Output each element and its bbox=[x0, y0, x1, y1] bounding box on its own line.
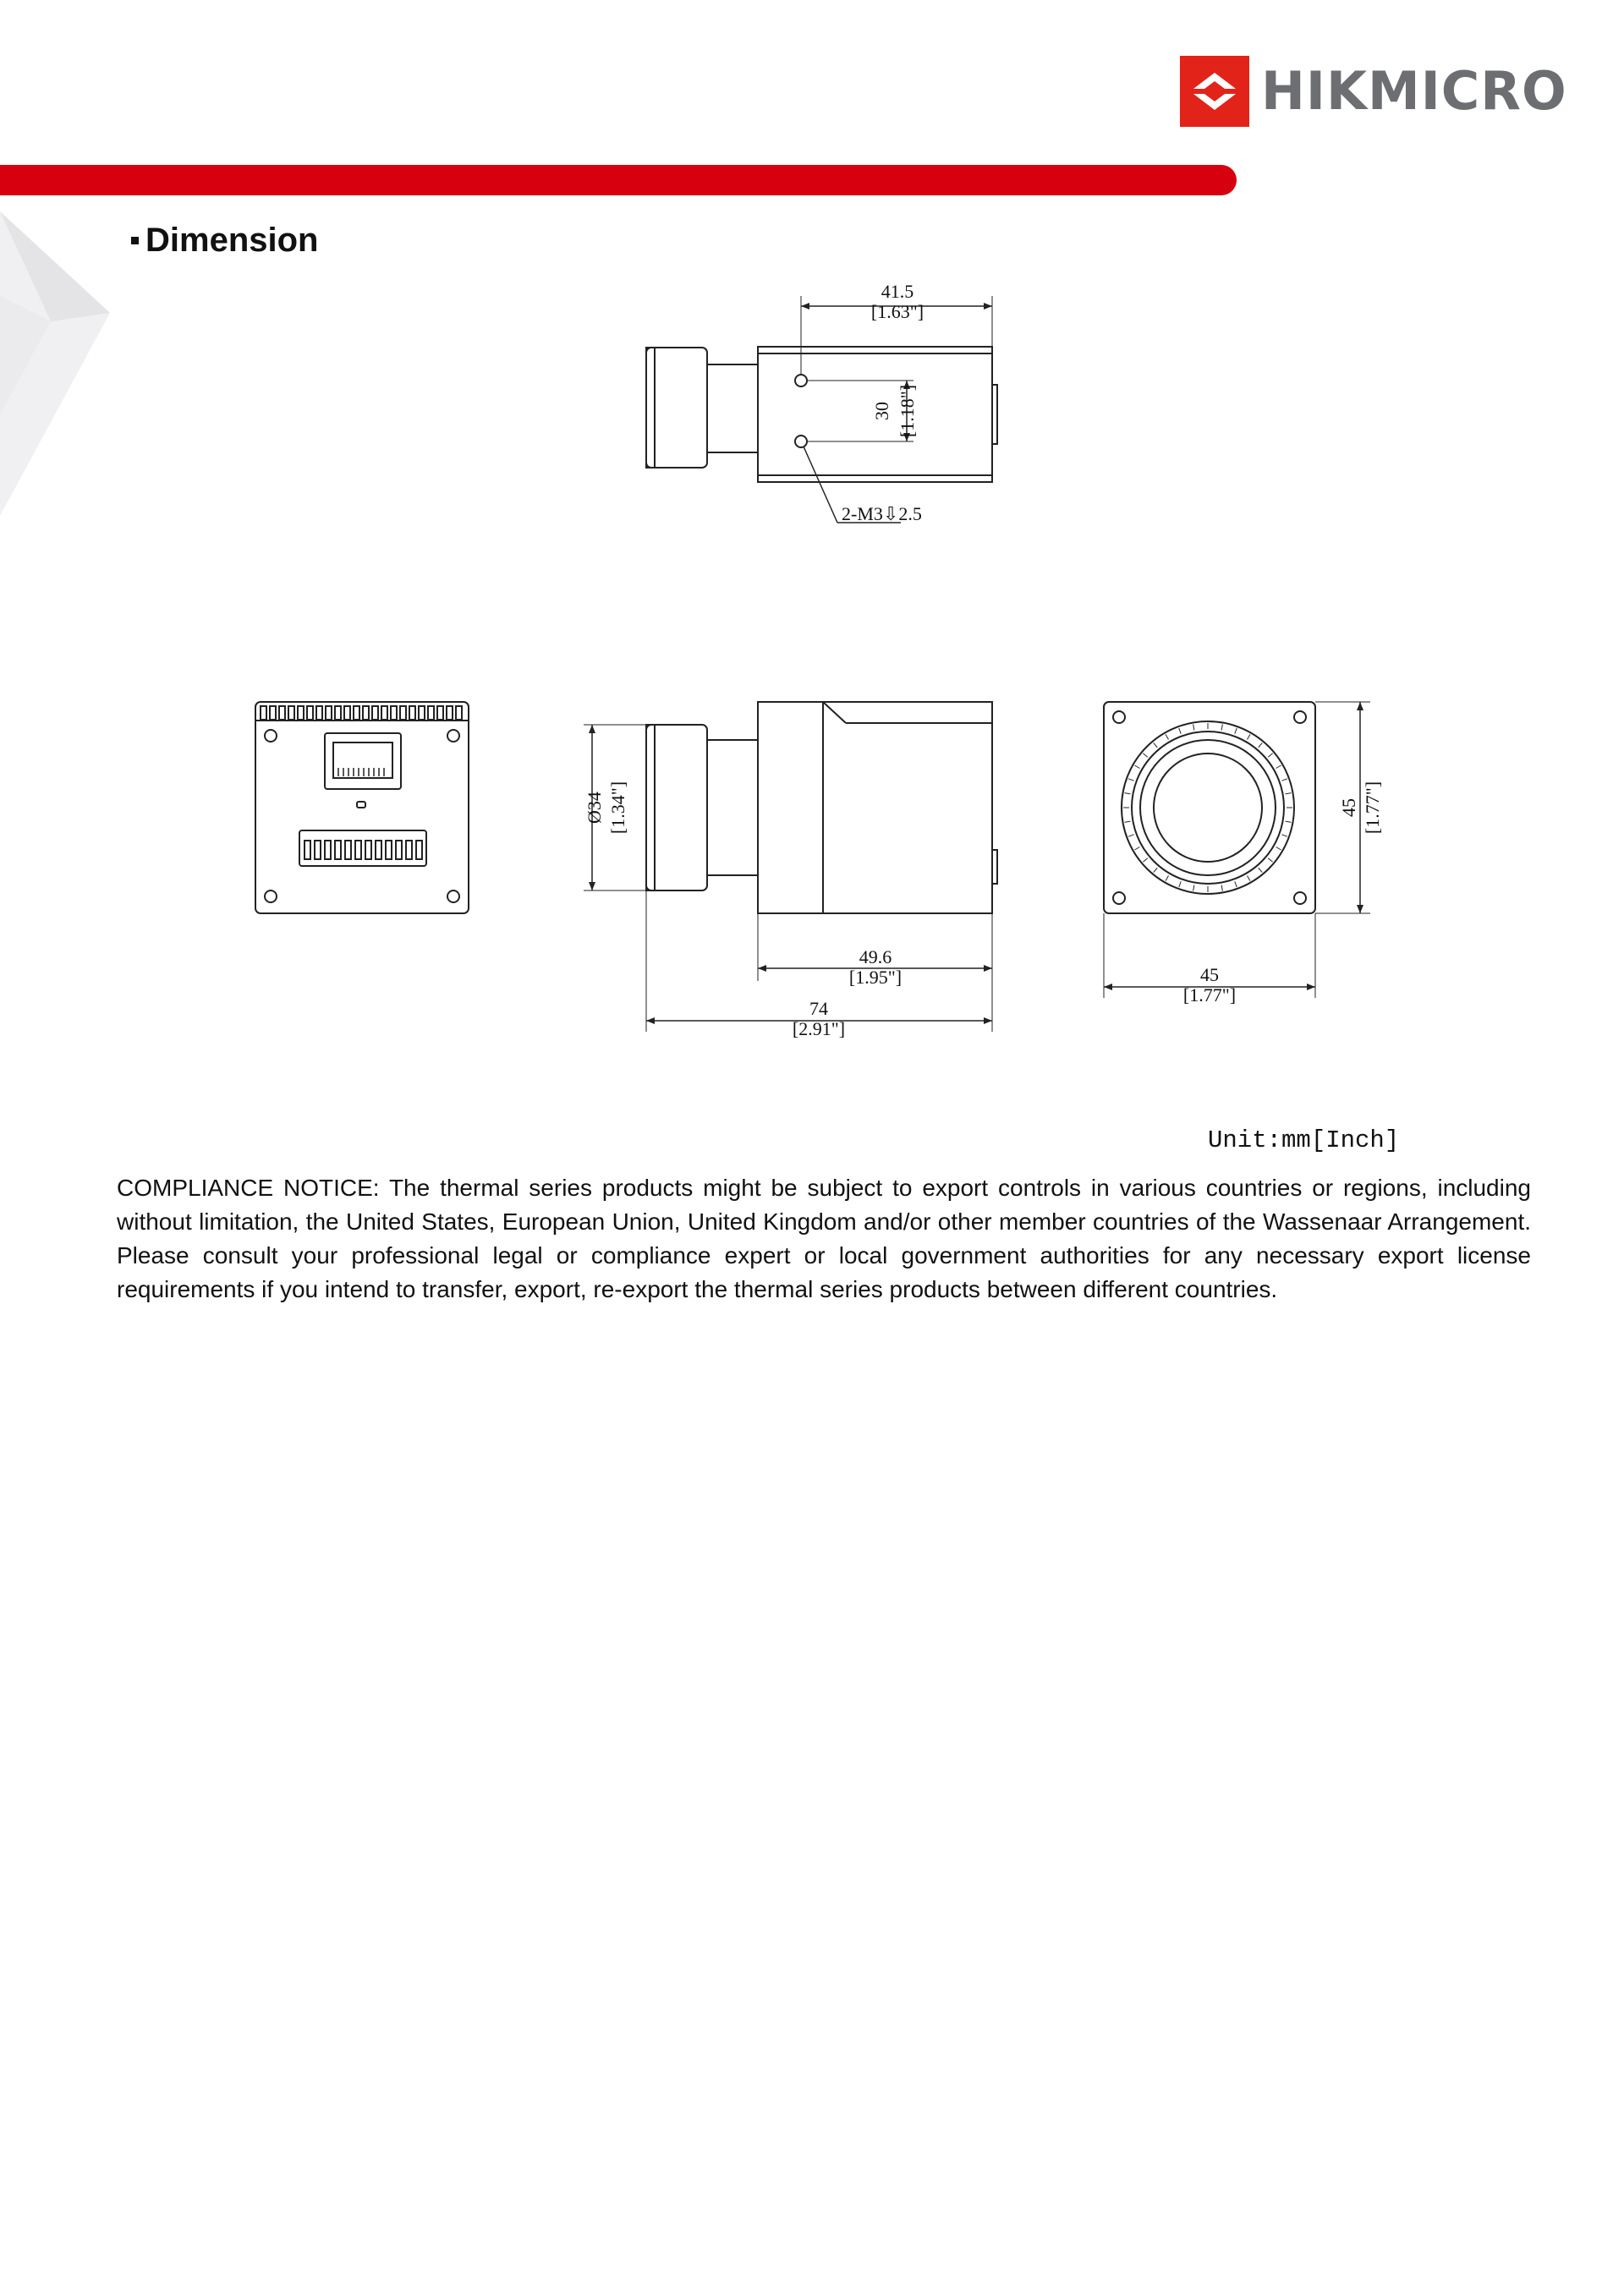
mount-hole-icon bbox=[795, 375, 807, 386]
label-hole-spec: 2-M3⇩2.5 bbox=[842, 503, 922, 524]
rear-view-heat-fin bbox=[419, 706, 425, 720]
screw-icon bbox=[1294, 711, 1306, 723]
rear-view-heat-fin bbox=[409, 706, 415, 720]
lens-ring-knurl bbox=[1193, 725, 1194, 731]
rear-view-heat-fin bbox=[288, 706, 294, 720]
lens-ring-knurl bbox=[1259, 743, 1262, 747]
rear-view-heat-fin bbox=[335, 706, 341, 720]
lens-ring-knurl bbox=[1125, 821, 1131, 822]
lens-ring-knurl bbox=[1125, 793, 1131, 794]
section-title-text: Dimension bbox=[145, 222, 319, 259]
dimension-arrowhead bbox=[1104, 984, 1112, 990]
rear-view-heat-fin bbox=[372, 706, 378, 720]
rear-view-io-connector bbox=[299, 830, 426, 866]
dimension-arrowhead bbox=[984, 965, 992, 972]
dimension-arrowhead bbox=[589, 725, 595, 733]
lens-ring-knurl bbox=[1166, 734, 1169, 739]
rear-view-heat-fin bbox=[270, 706, 276, 720]
lens-ring-knurl bbox=[1143, 753, 1147, 757]
dimension-drawing bbox=[245, 279, 1404, 1057]
dimension-arrowhead bbox=[801, 303, 809, 310]
rear-view-heat-fin bbox=[326, 706, 332, 720]
side-view-body bbox=[758, 702, 992, 913]
rear-view-heat-fin bbox=[298, 706, 304, 720]
top-view-lens-barrel bbox=[707, 364, 758, 452]
lens-ring-knurl bbox=[1193, 885, 1194, 891]
lens-ring-knurl bbox=[1128, 779, 1134, 781]
lens-ring-knurl bbox=[1143, 858, 1147, 862]
lens-ring-knurl bbox=[1276, 847, 1281, 851]
dimension-arrowhead bbox=[1357, 702, 1363, 710]
io-connector-pin bbox=[416, 841, 422, 859]
label-lens-diameter-mm: Ø34 bbox=[584, 792, 605, 824]
io-connector-pin bbox=[396, 841, 402, 859]
lens-ring-knurl bbox=[1276, 765, 1281, 769]
unit-note: Unit:mm[Inch] bbox=[1208, 1126, 1400, 1154]
header-accent-bar bbox=[0, 165, 1237, 195]
lens-ring-knurl bbox=[1268, 858, 1272, 862]
leader-line bbox=[804, 447, 837, 523]
lens-ring-knurl bbox=[1179, 881, 1181, 887]
rear-view-ethernet-port bbox=[325, 733, 401, 789]
lens-ring-knurl bbox=[1221, 725, 1222, 731]
rear-view-heat-fin bbox=[307, 706, 313, 720]
lens-ring-knurl bbox=[1134, 765, 1139, 769]
front-view-lens-glass bbox=[1154, 753, 1262, 862]
side-view-lens-barrel bbox=[707, 740, 758, 875]
rear-view-heat-fin bbox=[316, 706, 322, 720]
screw-icon bbox=[1113, 892, 1125, 904]
lens-ring-knurl bbox=[1248, 734, 1251, 739]
brand-wordmark: HIKMICRO bbox=[1261, 60, 1567, 122]
square-bullet-icon bbox=[131, 237, 139, 244]
lens-ring-knurl bbox=[1221, 885, 1222, 891]
io-connector-pin bbox=[355, 841, 361, 859]
label-front-width-mm: 45 bbox=[1200, 964, 1219, 985]
lens-ring-knurl bbox=[1134, 847, 1139, 851]
dimension-arrowhead bbox=[1307, 984, 1315, 990]
rear-view-heat-fin bbox=[456, 706, 462, 720]
front-view-lens-ring bbox=[1140, 740, 1276, 875]
lens-ring-knurl bbox=[1286, 821, 1292, 822]
front-view-lens-ring bbox=[1122, 721, 1294, 894]
rear-view-heat-fin bbox=[363, 706, 369, 720]
rear-view-heat-fin bbox=[400, 706, 406, 720]
io-connector-pin bbox=[376, 841, 381, 859]
label-top-width-in: [1.63"] bbox=[870, 301, 924, 322]
label-front-height-in: [1.77"] bbox=[1362, 781, 1383, 835]
label-front-height-mm: 45 bbox=[1338, 798, 1359, 817]
logo-mark-icon bbox=[1180, 56, 1249, 127]
label-hole-spacing-mm: 30 bbox=[871, 402, 892, 420]
brand-logo bbox=[1180, 56, 1567, 127]
decorative-fan-graphic bbox=[0, 195, 118, 516]
rear-view-heat-fin bbox=[279, 706, 285, 720]
rear-view-heat-fin bbox=[447, 706, 453, 720]
io-connector-pin bbox=[345, 841, 351, 859]
mount-hole-icon bbox=[795, 436, 807, 447]
section-title bbox=[131, 222, 318, 260]
rear-view-heat-fin bbox=[391, 706, 397, 720]
io-connector-pin bbox=[315, 841, 321, 859]
side-view-rear-connector bbox=[992, 850, 997, 884]
lens-ring-knurl bbox=[1235, 881, 1237, 887]
io-connector-pin bbox=[335, 841, 341, 859]
rear-view-heat-fin bbox=[344, 706, 350, 720]
side-view-lens-cap-edge bbox=[646, 725, 655, 890]
label-total-length-mm: 74 bbox=[809, 998, 828, 1019]
rear-view-status-led bbox=[357, 802, 365, 808]
rear-view-heat-fin bbox=[428, 706, 434, 720]
rear-view-heat-fin bbox=[437, 706, 443, 720]
dimension-arrowhead bbox=[646, 1017, 655, 1024]
top-view-rear-connector bbox=[992, 385, 997, 444]
dimension-arrowhead bbox=[984, 1017, 992, 1024]
lens-ring-knurl bbox=[1248, 876, 1251, 881]
lens-ring-knurl bbox=[1268, 753, 1272, 757]
lens-ring-knurl bbox=[1128, 835, 1134, 836]
lens-ring-knurl bbox=[1179, 728, 1181, 734]
lens-ring-knurl bbox=[1281, 835, 1287, 836]
lens-ring-knurl bbox=[1259, 868, 1262, 872]
io-connector-pin bbox=[406, 841, 412, 859]
screw-icon bbox=[265, 730, 277, 742]
dimension-arrowhead bbox=[1357, 905, 1363, 913]
compliance-notice: COMPLIANCE NOTICE: The thermal series products might be subject to export controls in various countries or regions, including without limitation, the United States, European Union, United Kingdom and/or other member countries of the Wassenaar Arrangement. Please consult your professional legal or compliance expert or local government authorities for any necessary export license requirements if you intend to transfer, export, re-export the thermal series products between different countries. bbox=[117, 1175, 1531, 1302]
lens-ring-knurl bbox=[1286, 793, 1292, 794]
screw-icon bbox=[447, 890, 459, 902]
label-total-length-in: [2.91"] bbox=[792, 1018, 846, 1039]
screw-icon bbox=[1294, 892, 1306, 904]
lens-ring-knurl bbox=[1154, 868, 1157, 872]
io-connector-pin bbox=[325, 841, 331, 859]
label-body-length-mm: 49.6 bbox=[859, 946, 892, 967]
rear-view-heat-fin bbox=[354, 706, 359, 720]
rear-view-heat-fin bbox=[261, 706, 266, 720]
label-body-length-in: [1.95"] bbox=[848, 967, 903, 988]
dimension-arrowhead bbox=[589, 882, 595, 890]
io-connector-pin bbox=[304, 841, 310, 859]
label-hole-spacing-in: [1.18"] bbox=[897, 384, 918, 438]
label-lens-diameter-in: [1.34"] bbox=[607, 781, 628, 835]
side-view-heatsink-edge bbox=[823, 702, 846, 723]
dimension-arrowhead bbox=[758, 965, 766, 972]
label-front-width-in: [1.77"] bbox=[1182, 984, 1237, 1006]
screw-icon bbox=[1113, 711, 1125, 723]
io-connector-pin bbox=[386, 841, 392, 859]
screw-icon bbox=[265, 890, 277, 902]
screw-icon bbox=[447, 730, 459, 742]
lens-ring-knurl bbox=[1235, 728, 1237, 734]
lens-ring-knurl bbox=[1166, 876, 1169, 881]
lens-ring-knurl bbox=[1281, 779, 1287, 781]
lens-ring-knurl bbox=[1154, 743, 1157, 747]
io-connector-pin bbox=[365, 841, 371, 859]
label-top-width-mm: 41.5 bbox=[881, 281, 914, 302]
top-view-lens-cap-edge bbox=[646, 348, 655, 468]
dimension-arrowhead bbox=[984, 303, 992, 310]
rear-view-heat-fin bbox=[381, 706, 387, 720]
